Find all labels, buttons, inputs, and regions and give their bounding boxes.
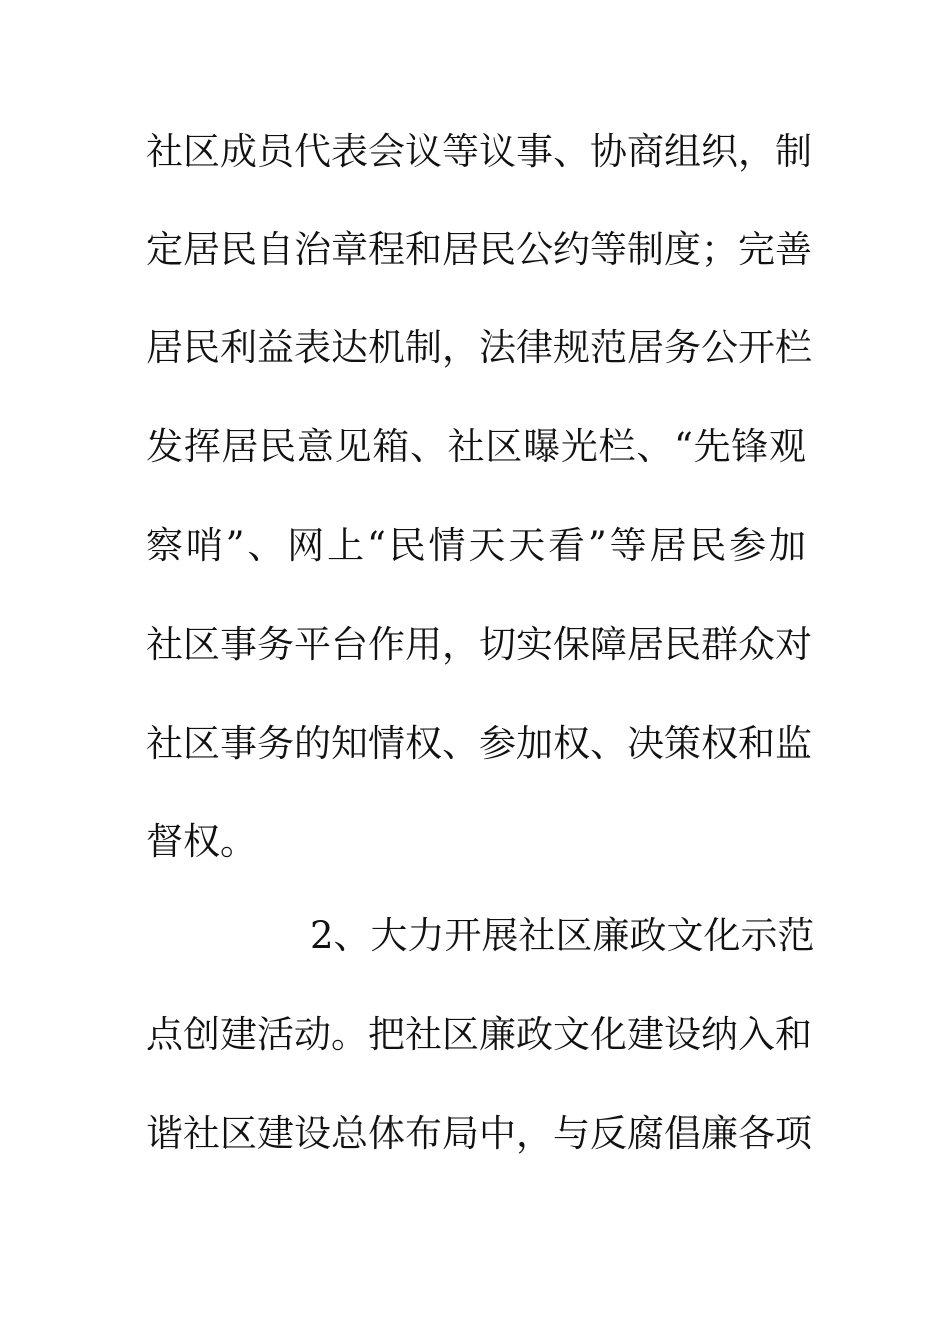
text-line: 发挥居民意见箱、社区曝光栏、“先锋观: [146, 425, 806, 468]
text-line: 社区事务平台作用，切实保障居民群众对: [146, 623, 812, 666]
paragraph-end-line: 督权。: [146, 820, 257, 863]
section-heading-line: 2、大力开展社区廉政文化示范: [310, 914, 815, 957]
text-line: 社区事务的知情权、参加权、决策权和监: [146, 722, 812, 765]
text-line: 社区成员代表会议等议事、协商组织，制: [146, 130, 812, 173]
text-line: 点创建活动。把社区廉政文化建设纳入和: [146, 1013, 812, 1056]
text-line: 居民利益表达机制，法律规范居务公开栏: [146, 326, 812, 369]
text-line: 察哨”、网上“民情天天看”等居民参加: [146, 524, 806, 567]
text-line: 谐社区建设总体布局中，与反腐倡廉各项: [146, 1112, 812, 1155]
text-line: 定居民自治章程和居民公约等制度；完善: [146, 228, 812, 271]
